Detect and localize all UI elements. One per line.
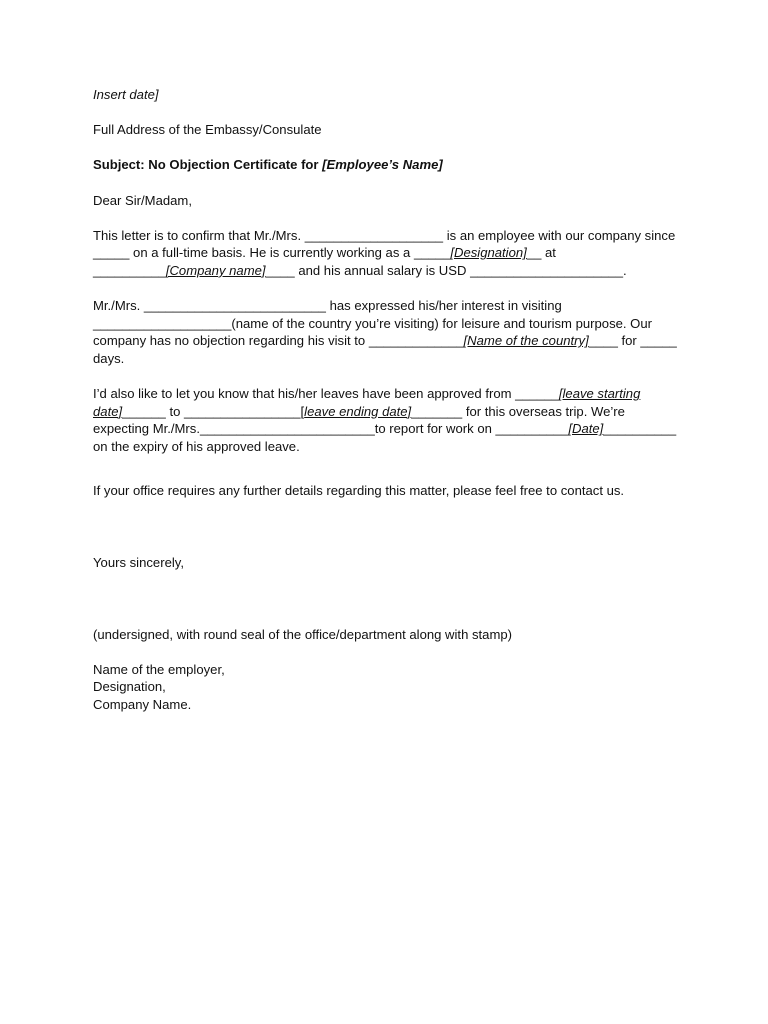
para1-line1: This letter is to confirm that Mr./Mrs. ___________________ is an employee with our company since (93, 227, 676, 243)
date-line: Insert date] (93, 87, 159, 102)
employee-name-placeholder: [Employee’s Name] (322, 157, 443, 173)
signature-block (93, 661, 683, 714)
para3-line2: date]______ to ________________[leave ending date]_______ for this overseas trip. We’re (93, 403, 625, 419)
seal-note: (undersigned, with round seal of the office/department along with stamp) (93, 626, 512, 642)
employer-company: Company Name. (93, 697, 192, 713)
paragraph-leave-approval (93, 385, 683, 455)
salutation: Dear Sir/Madam, (93, 192, 192, 208)
employer-name: Name of the employer, (93, 661, 225, 677)
leave-start-placeholder-cont: date] (93, 403, 123, 419)
company-name-placeholder: [Company name] (165, 262, 266, 278)
embassy-address: Full Address of the Embassy/Consulate (93, 122, 322, 138)
country-placeholder: [Name of the country] (463, 333, 589, 349)
leave-start-placeholder: [leave starting (558, 386, 641, 402)
return-date-placeholder: [Date] (568, 421, 604, 437)
designation-placeholder: [Designation] (450, 245, 527, 261)
employer-designation: Designation, (93, 679, 166, 695)
leave-end-placeholder: leave ending date] (304, 403, 412, 419)
para3-line1: I’d also like to let you know that his/her leaves have been approved from ______[leave starting (93, 386, 641, 402)
subject-line (93, 156, 683, 174)
para2-line3: company has no objection regarding his visit to _____________[Name of the country]____ for _____ (93, 333, 677, 349)
para2-line2: ___________________(name of the country you’re visiting) for leisure and tourism purpose. Our (93, 315, 653, 331)
para1-line3: __________[Company name]____ and his annual salary is USD _____________________. (93, 262, 627, 278)
para3-line3: expecting Mr./Mrs.________________________to report for work on __________[Date]__________ (93, 421, 677, 437)
paragraph-travel-interest (93, 297, 683, 367)
para3-line4: on the expiry of his approved leave. (93, 438, 300, 454)
para1-line2: _____ on a full-time basis. He is currently working as a _____[Designation]__ at (93, 245, 556, 261)
paragraph-employment (93, 227, 683, 280)
letter-body (93, 86, 683, 714)
closing: Yours sincerely, (93, 555, 184, 571)
subject-label: Subject: No Objection Certificate for (93, 157, 323, 173)
para2-line1: Mr./Mrs. _________________________ has expressed his/her interest in visiting (93, 298, 562, 314)
contact-paragraph: If your office requires any further details regarding this matter, please feel free to contact us. (93, 483, 625, 499)
para2-line4: days. (93, 350, 125, 366)
